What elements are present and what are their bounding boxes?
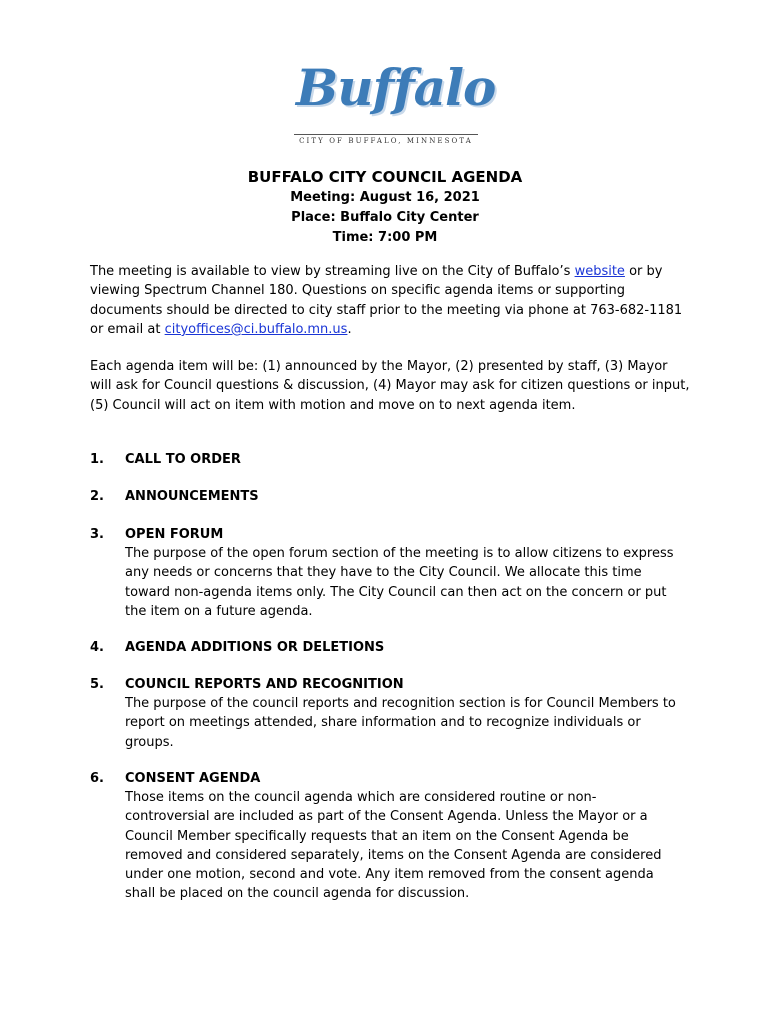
intro-paragraph <box>90 262 690 339</box>
item-heading: CALL TO ORDER <box>125 452 241 467</box>
meeting-date: Meeting: August 16, 2021 <box>290 190 480 205</box>
intro-text-2: or by viewing Spectrum Channel 180. Questions on specific agenda items or supporting documents should be directed to city staff prior to the meeting via phone at 763-682-1181 or email at <box>90 264 683 337</box>
item-number: 6. <box>90 771 104 786</box>
agenda-header <box>0 166 770 248</box>
intro-text-1: The meeting is available to view by streaming live on the City of Buffalo’s <box>90 264 575 279</box>
item-heading: CONSENT AGENDA <box>125 771 261 786</box>
meeting-place: Place: Buffalo City Center <box>291 210 479 225</box>
item-number: 1. <box>90 452 104 467</box>
item-body: Those items on the council agenda which are considered routine or non-controversial are included as part of the Consent Agenda. Unless the Mayor or a Council Member specifically requests that an item on the Consent Agenda be removed and considered separately, items on the Consent Agenda are considered under one motion, second and vote. Any item removed from the consent agenda shall be placed on the council agenda for discussion. <box>125 790 662 902</box>
item-body: The purpose of the open forum section of the meeting is to allow citizens to express any needs or concerns that they have to the City Council. We allocate this time toward non-agenda items only. The City Council can then act on the concern or put the item on a future agenda. <box>125 546 674 619</box>
item-number: 5. <box>90 677 104 692</box>
procedure-paragraph: Each agenda item will be: (1) announced by the Mayor, (2) presented by staff, (3) Mayor will ask for Council questions & discussion, (4) Mayor may ask for citizen questions or input, (5) Council will act on item with motion and move on to next agenda item. <box>90 359 690 413</box>
item-heading: OPEN FORUM <box>125 527 224 542</box>
item-heading: AGENDA ADDITIONS OR DELETIONS <box>125 640 385 655</box>
intro-text-3: . <box>347 321 352 337</box>
logo-wordmark: Buffalo <box>296 58 496 117</box>
item-number: 4. <box>90 640 104 655</box>
item-body: The purpose of the council reports and recognition section is for Council Members to report on meetings attended, share information and to recognize individuals or groups. <box>125 696 676 750</box>
meeting-time: Time: 7:00 PM <box>332 230 438 245</box>
email-link[interactable]: cityoffices@ci.buffalo.mn.us <box>164 321 348 337</box>
item-number: 2. <box>90 489 104 504</box>
item-heading: COUNCIL REPORTS AND RECOGNITION <box>125 677 404 692</box>
item-number: 3. <box>90 527 104 542</box>
city-logo <box>290 58 496 148</box>
page-title: BUFFALO CITY COUNCIL AGENDA <box>247 168 523 186</box>
item-heading: ANNOUNCEMENTS <box>125 489 259 504</box>
logo-rule <box>294 134 478 135</box>
logo-subtitle: CITY OF BUFFALO, MINNESOTA <box>299 137 473 145</box>
website-link[interactable]: website <box>574 264 625 279</box>
